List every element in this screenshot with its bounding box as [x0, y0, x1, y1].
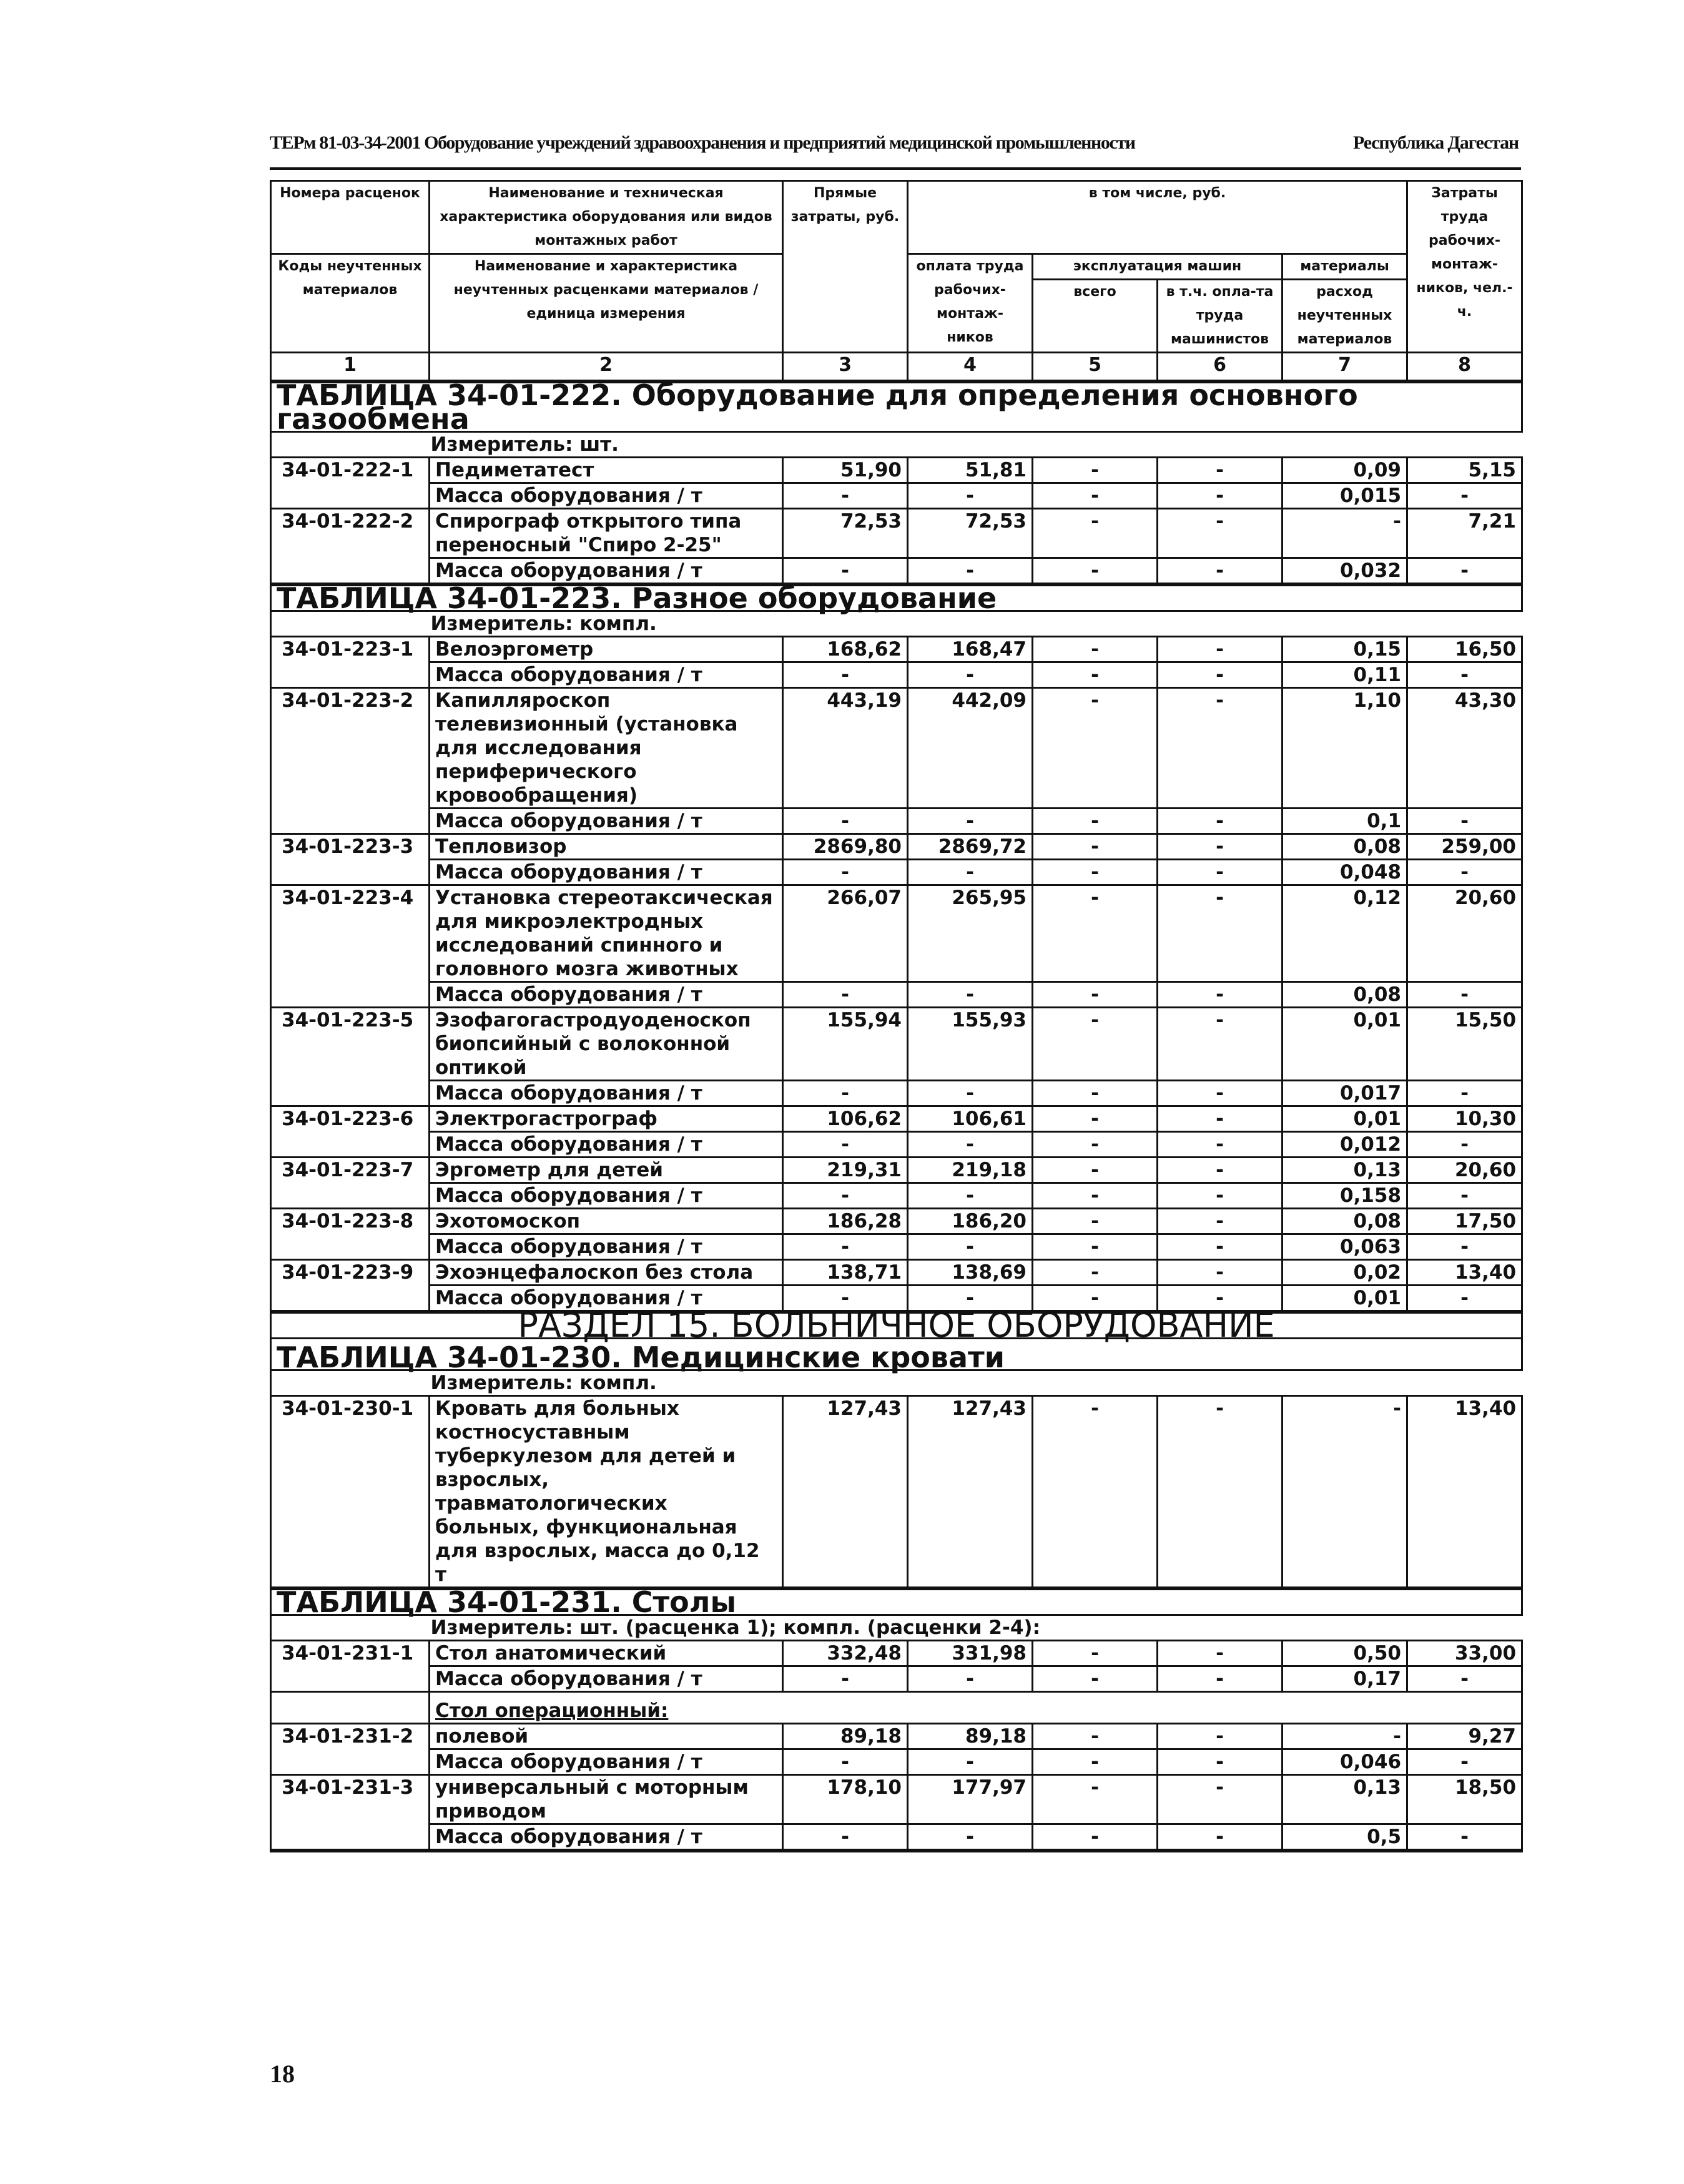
rate-code: 34-01-223-1: [271, 637, 430, 688]
measure-unit: Измеритель: шт. (расценка 1); компл. (расценки 2-4):: [430, 1615, 1522, 1641]
machinists-pay: -: [1158, 1724, 1283, 1749]
rate-code: 34-01-223-3: [271, 834, 430, 885]
mass-machinists-pay: -: [1158, 1234, 1283, 1260]
equipment-name: Эхоэнцефалоскоп без стола: [430, 1260, 783, 1286]
mass-labor-cost: -: [908, 1824, 1033, 1850]
equipment-name: Стол анатомический: [430, 1641, 783, 1666]
mass-labor-cost: -: [908, 1183, 1033, 1209]
machines-total: -: [1033, 458, 1158, 483]
col2-header-top: Наименование и техническая характеристика оборудования или видов монтажных работ: [430, 181, 783, 254]
mass-machines-total: -: [1033, 1234, 1158, 1260]
mass-row: [271, 1183, 1522, 1209]
machines-total: -: [1033, 509, 1158, 558]
included-header: в том числе, руб.: [908, 181, 1407, 254]
direct-cost: 155,94: [783, 1008, 908, 1081]
equipment-name: Эргометр для детей: [430, 1158, 783, 1183]
equipment-name: Спирограф открытого типа переносный "Спиро 2-25": [430, 509, 783, 558]
labor-hours: 20,60: [1407, 885, 1522, 982]
mass-machines-total: -: [1033, 1183, 1158, 1209]
machines-total: -: [1033, 1106, 1158, 1132]
subheading-row: [271, 1692, 1522, 1724]
direct-cost: 443,19: [783, 688, 908, 809]
section-row: [271, 1313, 1522, 1339]
machinists-pay: -: [1158, 637, 1283, 662]
mass-labor-cost: -: [908, 1749, 1033, 1775]
labor-cost: 219,18: [908, 1158, 1033, 1183]
mass-machines-total: -: [1033, 809, 1158, 834]
machinists-pay: -: [1158, 1260, 1283, 1286]
table-title-row: [271, 1590, 1522, 1615]
mass-labor-cost: -: [908, 1286, 1033, 1311]
materials-cost: 0,02: [1283, 1260, 1407, 1286]
mass-value: 0,017: [1283, 1081, 1407, 1106]
mass-labor-hours: -: [1407, 1286, 1522, 1311]
measure-unit: Измеритель: компл.: [430, 1370, 1522, 1396]
table-row: [271, 688, 1522, 809]
subheading-label: Стол операционный:: [430, 1692, 1522, 1724]
mass-machines-total: -: [1033, 662, 1158, 688]
mass-labor-hours: -: [1407, 1824, 1522, 1850]
materials-cost: 0,13: [1283, 1775, 1407, 1824]
col1-header-top: Номера расценок: [271, 181, 430, 254]
table-row: [271, 458, 1522, 483]
mass-labor-hours: -: [1407, 982, 1522, 1008]
materials-cost: -: [1283, 1396, 1407, 1588]
labor-hours: 10,30: [1407, 1106, 1522, 1132]
table-bottom: [271, 1850, 1522, 1852]
bottom-cell: [271, 1850, 1522, 1852]
rate-code: 34-01-223-9: [271, 1260, 430, 1311]
table-row: [271, 1641, 1522, 1666]
mass-labor-cost: -: [908, 1132, 1033, 1158]
labor-cost: 177,97: [908, 1775, 1033, 1824]
machinists-pay: -: [1158, 1209, 1283, 1234]
materials-cost: 0,13: [1283, 1158, 1407, 1183]
measure-row: [271, 1615, 1522, 1641]
mass-value: 0,08: [1283, 982, 1407, 1008]
mass-label: Масса оборудования / т: [430, 1666, 783, 1692]
mass-value: 0,158: [1283, 1183, 1407, 1209]
mass-label: Масса оборудования / т: [430, 1234, 783, 1260]
rate-code: 34-01-223-6: [271, 1106, 430, 1158]
materials-cost: 0,08: [1283, 1209, 1407, 1234]
measure-unit: Измеритель: шт.: [430, 432, 1522, 458]
mass-direct-cost: -: [783, 483, 908, 509]
mass-direct-cost: -: [783, 809, 908, 834]
col7-header: расход неучтенных материалов: [1283, 280, 1407, 353]
header-row-1: [271, 181, 1522, 254]
mass-machinists-pay: -: [1158, 1286, 1283, 1311]
materials-cost: 0,15: [1283, 637, 1407, 662]
mass-labor-hours: -: [1407, 558, 1522, 584]
labor-hours: 18,50: [1407, 1775, 1522, 1824]
table-title: ТАБЛИЦА 34-01-231. Столы: [271, 1590, 1522, 1615]
equipment-name: полевой: [430, 1724, 783, 1749]
machines-total: -: [1033, 637, 1158, 662]
table-row: [271, 1724, 1522, 1749]
machines-header: эксплуатация машин: [1033, 254, 1283, 280]
column-numbers-row: [271, 353, 1522, 381]
mass-labor-hours: -: [1407, 1234, 1522, 1260]
mass-labor-cost: -: [908, 558, 1033, 584]
machinists-pay: -: [1158, 885, 1283, 982]
mass-value: 0,5: [1283, 1824, 1407, 1850]
mass-label: Масса оборудования / т: [430, 483, 783, 509]
materials-cost: 0,09: [1283, 458, 1407, 483]
materials-cost: 0,01: [1283, 1106, 1407, 1132]
mass-labor-cost: -: [908, 662, 1033, 688]
direct-cost: 266,07: [783, 885, 908, 982]
colnum-8: 8: [1407, 353, 1522, 381]
mass-row: [271, 982, 1522, 1008]
mass-machinists-pay: -: [1158, 1081, 1283, 1106]
labor-hours: 9,27: [1407, 1724, 1522, 1749]
table-row: [271, 1396, 1522, 1588]
mass-machines-total: -: [1033, 1666, 1158, 1692]
labor-hours: 13,40: [1407, 1260, 1522, 1286]
machines-total: -: [1033, 1209, 1158, 1234]
col4-header: оплата труда рабочих-монтаж-ников: [908, 254, 1033, 353]
direct-cost: 51,90: [783, 458, 908, 483]
equipment-name: Эзофагогастродуоденоскоп биопсийный с волоконной оптикой: [430, 1008, 783, 1081]
mass-machines-total: -: [1033, 1286, 1158, 1311]
direct-cost: 332,48: [783, 1641, 908, 1666]
table-title-row: [271, 586, 1522, 611]
direct-cost: 138,71: [783, 1260, 908, 1286]
machines-total: -: [1033, 1775, 1158, 1824]
mass-label: Масса оборудования / т: [430, 1081, 783, 1106]
mass-direct-cost: -: [783, 558, 908, 584]
labor-cost: 265,95: [908, 885, 1033, 982]
direct-cost: 89,18: [783, 1724, 908, 1749]
mass-labor-cost: -: [908, 860, 1033, 885]
materials-cost: 0,01: [1283, 1008, 1407, 1081]
mass-direct-cost: -: [783, 1749, 908, 1775]
labor-hours: 259,00: [1407, 834, 1522, 860]
mass-direct-cost: -: [783, 1132, 908, 1158]
colnum-3: 3: [783, 353, 908, 381]
table-row: [271, 1209, 1522, 1234]
equipment-name: Капилляроскоп телевизионный (установка для исследования периферического кровообращения): [430, 688, 783, 809]
materials-cost: 1,10: [1283, 688, 1407, 809]
machines-total: -: [1033, 1260, 1158, 1286]
equipment-name: Эхотомоскоп: [430, 1209, 783, 1234]
table-row: [271, 1775, 1522, 1824]
direct-cost: 219,31: [783, 1158, 908, 1183]
mass-value: 0,015: [1283, 483, 1407, 509]
mass-labor-cost: -: [908, 1234, 1033, 1260]
rate-code: 34-01-231-2: [271, 1724, 430, 1775]
mass-label: Масса оборудования / т: [430, 860, 783, 885]
labor-hours: 43,30: [1407, 688, 1522, 809]
labor-cost: 186,20: [908, 1209, 1033, 1234]
mass-labor-hours: -: [1407, 809, 1522, 834]
mass-machinists-pay: -: [1158, 982, 1283, 1008]
machines-total: -: [1033, 1396, 1158, 1588]
mass-machinists-pay: -: [1158, 1749, 1283, 1775]
colnum-4: 4: [908, 353, 1033, 381]
section-heading: РАЗДЕЛ 15. БОЛЬНИЧНОЕ ОБОРУДОВАНИЕ: [271, 1313, 1522, 1339]
labor-cost: 442,09: [908, 688, 1033, 809]
table-row: [271, 637, 1522, 662]
labor-hours: 13,40: [1407, 1396, 1522, 1588]
mass-value: 0,17: [1283, 1666, 1407, 1692]
mass-direct-cost: -: [783, 860, 908, 885]
labor-hours: 17,50: [1407, 1209, 1522, 1234]
labor-cost: 138,69: [908, 1260, 1033, 1286]
rate-code: 34-01-222-1: [271, 458, 430, 509]
machines-total: -: [1033, 688, 1158, 809]
machinists-pay: -: [1158, 1396, 1283, 1588]
table-row: [271, 1106, 1522, 1132]
mass-label: Масса оборудования / т: [430, 1286, 783, 1311]
machinists-pay: -: [1158, 688, 1283, 809]
mass-label: Масса оборудования / т: [430, 1749, 783, 1775]
measure-unit: Измеритель: компл.: [430, 611, 1522, 637]
mass-row: [271, 1234, 1522, 1260]
mass-label: Масса оборудования / т: [430, 1824, 783, 1850]
direct-cost: 186,28: [783, 1209, 908, 1234]
machinists-pay: -: [1158, 1106, 1283, 1132]
colnum-6: 6: [1158, 353, 1283, 381]
machinists-pay: -: [1158, 1158, 1283, 1183]
mass-direct-cost: -: [783, 1666, 908, 1692]
equipment-name: Тепловизор: [430, 834, 783, 860]
page-number: 18: [270, 2060, 295, 2088]
mass-label: Масса оборудования / т: [430, 982, 783, 1008]
equipment-name: универсальный с моторным приводом: [430, 1775, 783, 1824]
col2-header-bottom: Наименование и характеристика неучтенных расценками материалов / единица измерения: [430, 254, 783, 353]
mass-row: [271, 483, 1522, 509]
col5-header: всего: [1033, 280, 1158, 353]
mass-machines-total: -: [1033, 1132, 1158, 1158]
page-header: [270, 132, 1519, 161]
mass-value: 0,063: [1283, 1234, 1407, 1260]
table-title: ТАБЛИЦА 34-01-230. Медицинские кровати: [271, 1339, 1522, 1370]
mass-machinists-pay: -: [1158, 809, 1283, 834]
mass-direct-cost: -: [783, 1081, 908, 1106]
mass-machinists-pay: -: [1158, 1183, 1283, 1209]
machinists-pay: -: [1158, 834, 1283, 860]
mass-labor-cost: -: [908, 982, 1033, 1008]
table-title-row: [271, 1339, 1522, 1370]
labor-cost: 155,93: [908, 1008, 1033, 1081]
materials-cost: 0,50: [1283, 1641, 1407, 1666]
rates-table: [270, 180, 1523, 1852]
mass-labor-hours: -: [1407, 483, 1522, 509]
measure-row: [271, 432, 1522, 458]
mass-row: [271, 1824, 1522, 1850]
labor-hours: 7,21: [1407, 509, 1522, 558]
col8-header: Затраты труда рабочих-монтаж-ников, чел.-ч.: [1407, 181, 1522, 353]
mass-machinists-pay: -: [1158, 558, 1283, 584]
mass-machines-total: -: [1033, 558, 1158, 584]
labor-cost: 106,61: [908, 1106, 1033, 1132]
materials-header: материалы: [1283, 254, 1407, 280]
mass-direct-cost: -: [783, 1234, 908, 1260]
mass-machinists-pay: -: [1158, 483, 1283, 509]
direct-cost: 178,10: [783, 1775, 908, 1824]
mass-machinists-pay: -: [1158, 662, 1283, 688]
direct-cost: 106,62: [783, 1106, 908, 1132]
mass-value: 0,1: [1283, 809, 1407, 834]
rate-code: 34-01-231-1: [271, 1641, 430, 1692]
colnum-2: 2: [430, 353, 783, 381]
mass-machines-total: -: [1033, 860, 1158, 885]
mass-labor-hours: -: [1407, 1749, 1522, 1775]
mass-machines-total: -: [1033, 1749, 1158, 1775]
materials-cost: 0,12: [1283, 885, 1407, 982]
mass-row: [271, 662, 1522, 688]
machinists-pay: -: [1158, 509, 1283, 558]
machinists-pay: -: [1158, 1008, 1283, 1081]
machinists-pay: -: [1158, 458, 1283, 483]
equipment-name: Электрогастрограф: [430, 1106, 783, 1132]
col3-header: Прямые затраты, руб.: [783, 181, 908, 353]
equipment-name: Установка стереотаксическая для микроэлектродных исследований спинного и головного мозга животных: [430, 885, 783, 982]
colnum-7: 7: [1283, 353, 1407, 381]
mass-value: 0,048: [1283, 860, 1407, 885]
equipment-name: Педиметатест: [430, 458, 783, 483]
mass-machinists-pay: -: [1158, 1666, 1283, 1692]
labor-cost: 168,47: [908, 637, 1033, 662]
labor-hours: 16,50: [1407, 637, 1522, 662]
direct-cost: 168,62: [783, 637, 908, 662]
mass-labor-cost: -: [908, 483, 1033, 509]
rate-code: 34-01-223-8: [271, 1209, 430, 1260]
direct-cost: 2869,80: [783, 834, 908, 860]
mass-label: Масса оборудования / т: [430, 1183, 783, 1209]
table-title-row: [271, 383, 1522, 432]
table-row: [271, 1158, 1522, 1183]
mass-value: 0,01: [1283, 1286, 1407, 1311]
rate-code: 34-01-223-4: [271, 885, 430, 1008]
document-title: ТЕРм 81-03-34-2001 Оборудование учреждений здравоохранения и предприятий медицинской промышленности: [270, 132, 1135, 153]
labor-cost: 2869,72: [908, 834, 1033, 860]
direct-cost: 127,43: [783, 1396, 908, 1588]
header-rule: [270, 167, 1521, 170]
rate-code: 34-01-222-2: [271, 509, 430, 584]
mass-label: Масса оборудования / т: [430, 809, 783, 834]
mass-labor-hours: -: [1407, 1183, 1522, 1209]
machinists-pay: -: [1158, 1775, 1283, 1824]
labor-cost: 127,43: [908, 1396, 1033, 1588]
mass-value: 0,046: [1283, 1749, 1407, 1775]
rate-code: 34-01-230-1: [271, 1396, 430, 1588]
mass-value: 0,032: [1283, 558, 1407, 584]
mass-row: [271, 1749, 1522, 1775]
equipment-name: Велоэргометр: [430, 637, 783, 662]
mass-direct-cost: -: [783, 1824, 908, 1850]
mass-row: [271, 1132, 1522, 1158]
machines-total: -: [1033, 834, 1158, 860]
colnum-1: 1: [271, 353, 430, 381]
mass-row: [271, 860, 1522, 885]
mass-label: Масса оборудования / т: [430, 662, 783, 688]
materials-cost: -: [1283, 1724, 1407, 1749]
mass-machinists-pay: -: [1158, 1824, 1283, 1850]
mass-value: 0,012: [1283, 1132, 1407, 1158]
labor-cost: 89,18: [908, 1724, 1033, 1749]
materials-cost: -: [1283, 509, 1407, 558]
rate-code: 34-01-231-3: [271, 1775, 430, 1850]
labor-cost: 51,81: [908, 458, 1033, 483]
mass-label: Масса оборудования / т: [430, 558, 783, 584]
mass-row: [271, 1081, 1522, 1106]
mass-direct-cost: -: [783, 982, 908, 1008]
mass-row: [271, 558, 1522, 584]
mass-labor-hours: -: [1407, 860, 1522, 885]
labor-hours: 15,50: [1407, 1008, 1522, 1081]
table-title: ТАБЛИЦА 34-01-222. Оборудование для определения основного газообмена: [271, 383, 1522, 432]
mass-machinists-pay: -: [1158, 860, 1283, 885]
mass-machines-total: -: [1033, 1081, 1158, 1106]
mass-machines-total: -: [1033, 483, 1158, 509]
labor-cost: 331,98: [908, 1641, 1033, 1666]
mass-direct-cost: -: [783, 662, 908, 688]
mass-label: Масса оборудования / т: [430, 1132, 783, 1158]
rate-code: 34-01-223-7: [271, 1158, 430, 1209]
machines-total: -: [1033, 1158, 1158, 1183]
subheading-spacer: [271, 1692, 430, 1724]
equipment-name: Кровать для больных костносуставным туберкулезом для детей и взрослых, травматологических больных, функциональная для взрослых, масса до 0,12 т: [430, 1396, 783, 1588]
mass-labor-hours: -: [1407, 1132, 1522, 1158]
labor-hours: 20,60: [1407, 1158, 1522, 1183]
table-row: [271, 834, 1522, 860]
col6-header: в т.ч. опла-та труда машинистов: [1158, 280, 1283, 353]
mass-machines-total: -: [1033, 1824, 1158, 1850]
mass-direct-cost: -: [783, 1286, 908, 1311]
mass-row: [271, 1666, 1522, 1692]
mass-labor-hours: -: [1407, 662, 1522, 688]
region-name: Республика Дагестан: [1353, 132, 1519, 153]
mass-labor-hours: -: [1407, 1666, 1522, 1692]
direct-cost: 72,53: [783, 509, 908, 558]
rate-code: 34-01-223-5: [271, 1008, 430, 1106]
machines-total: -: [1033, 1724, 1158, 1749]
machines-total: -: [1033, 885, 1158, 982]
mass-row: [271, 809, 1522, 834]
table-row: [271, 885, 1522, 982]
mass-labor-cost: -: [908, 1081, 1033, 1106]
col1-header-bottom: Коды неучтенных материалов: [271, 254, 430, 353]
mass-direct-cost: -: [783, 1183, 908, 1209]
table-row: [271, 509, 1522, 558]
rate-code: 34-01-223-2: [271, 688, 430, 834]
materials-cost: 0,08: [1283, 834, 1407, 860]
machinists-pay: -: [1158, 1641, 1283, 1666]
mass-labor-cost: -: [908, 1666, 1033, 1692]
mass-labor-hours: -: [1407, 1081, 1522, 1106]
mass-machinists-pay: -: [1158, 1132, 1283, 1158]
table-title: ТАБЛИЦА 34-01-223. Разное оборудование: [271, 586, 1522, 611]
table-row: [271, 1008, 1522, 1081]
labor-hours: 33,00: [1407, 1641, 1522, 1666]
mass-labor-cost: -: [908, 809, 1033, 834]
labor-cost: 72,53: [908, 509, 1033, 558]
labor-hours: 5,15: [1407, 458, 1522, 483]
machines-total: -: [1033, 1008, 1158, 1081]
table-row: [271, 1260, 1522, 1286]
mass-value: 0,11: [1283, 662, 1407, 688]
mass-machines-total: -: [1033, 982, 1158, 1008]
colnum-5: 5: [1033, 353, 1158, 381]
machines-total: -: [1033, 1641, 1158, 1666]
